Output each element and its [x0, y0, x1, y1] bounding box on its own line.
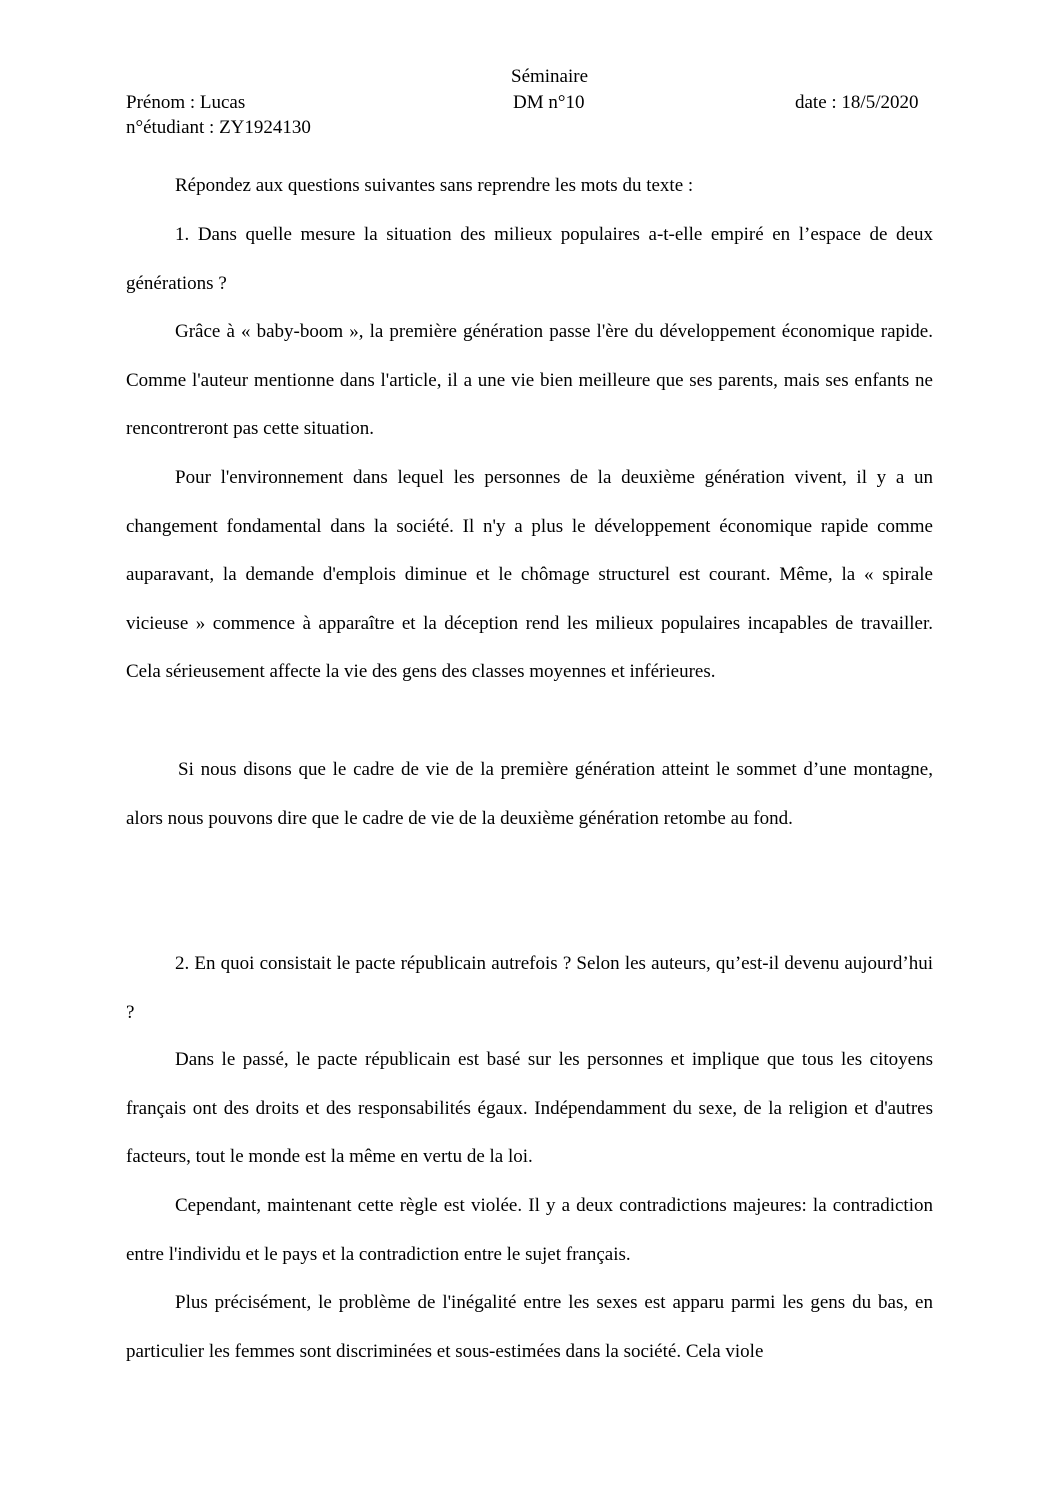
answer-1-paragraph-3: Si nous disons que le cadre de vie de la première génération atteint le sommet d’une montagne, alors nous pouvons dire que le cadre de vie de la deuxième génération retombe au fond. — [126, 759, 933, 829]
student-id: n°étudiant : ZY1924130 — [126, 117, 311, 138]
answer-2-paragraph-2: Cependant, maintenant cette règle est violée. Il y a deux contradictions majeures: la contradiction entre l'individu et le pays et la contradiction entre le sujet français. — [126, 1195, 933, 1265]
answer-1-paragraph-1: Grâce à « baby-boom », la première génération passe l'ère du développement économique rapide. Comme l'auteur mentionne dans l'article, il a une vie bien meilleure que ses parents, mais ses enfants ne rencontreront pas cette situation. — [126, 321, 933, 439]
answer-2-paragraph-3: Plus précisément, le problème de l'inégalité entre les sexes est apparu parmi les gens du bas, en particulier les femmes sont discriminées et sous-estimées dans la société. Cela viole — [126, 1292, 933, 1362]
student-first-name: Prénom : Lucas — [126, 92, 246, 113]
assignment-number: DM n°10 — [513, 92, 585, 113]
assignment-date: date : 18/5/2020 — [795, 92, 919, 113]
instructions: Répondez aux questions suivantes sans reprendre les mots du texte : — [175, 175, 694, 196]
course-title: Séminaire — [511, 66, 589, 87]
question-2: 2. En quoi consistait le pacte républicain autrefois ? Selon les auteurs, qu’est-il devenu aujourd’hui ? — [126, 953, 933, 1023]
question-1: 1. Dans quelle mesure la situation des milieux populaires a-t-elle empiré en l’espace de deux générations ? — [126, 224, 933, 294]
answer-2-paragraph-1: Dans le passé, le pacte républicain est basé sur les personnes et implique que tous les citoyens français ont des droits et des responsabilités égaux. Indépendamment du sexe, de la religion et d'autres facteurs, tout le monde est la même en vertu de la loi. — [126, 1049, 933, 1167]
answer-1-paragraph-2: Pour l'environnement dans lequel les personnes de la deuxième génération vivent, il y a un changement fondamental dans la société. Il n'y a plus le développement économique rapide comme auparavant, la demande d'emplois diminue et le chômage structurel est courant. Même, la « spirale vicieuse » commence à apparaître et la déception rend les milieux populaires incapables de travailler. Cela sérieusement affecte la vie des gens des classes moyennes et inférieures. — [126, 467, 933, 682]
